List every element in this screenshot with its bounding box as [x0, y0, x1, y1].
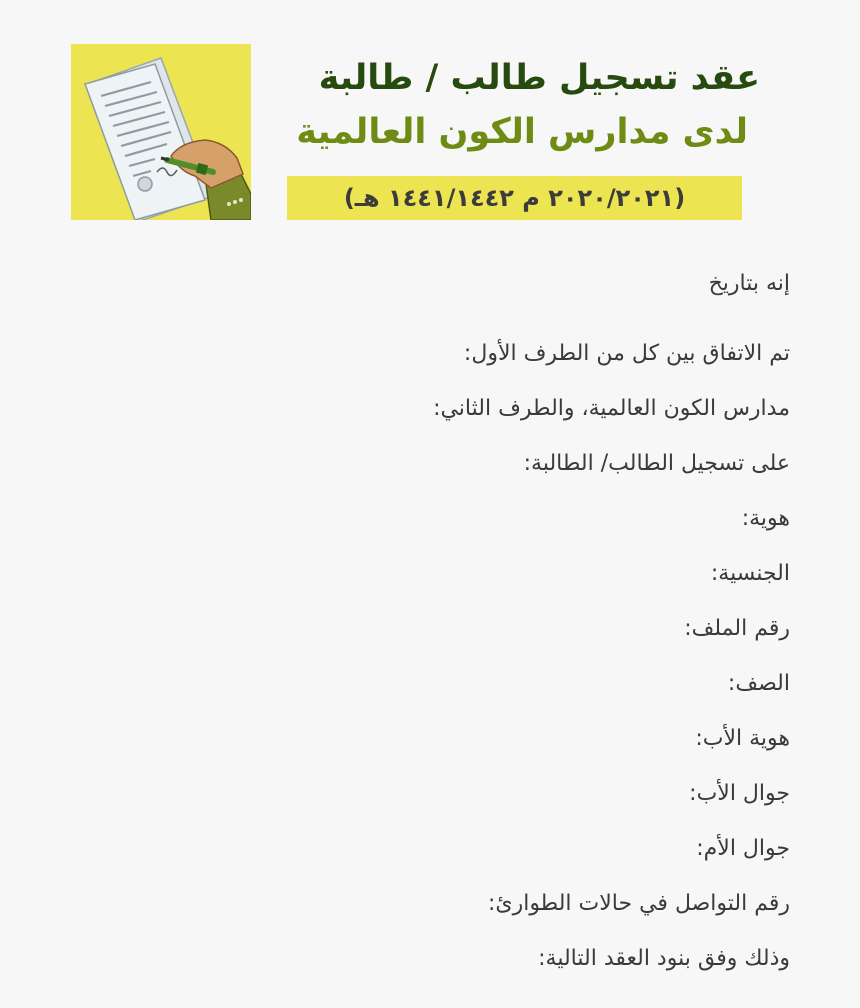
- field-student-registration: على تسجيل الطالب/ الطالبة:: [523, 451, 790, 476]
- field-file-number: رقم الملف:: [684, 616, 790, 641]
- field-second-party: مدارس الكون العالمية، والطرف الثاني:: [433, 396, 790, 421]
- page-subtitle: لدى مدارس الكون العالمية: [296, 112, 748, 152]
- academic-year: (٢٠٢٠/٢٠٢١ م ١٤٤١/١٤٤٢ هـ): [343, 184, 686, 212]
- year-band: [287, 176, 742, 220]
- field-nationality: الجنسية:: [710, 561, 790, 586]
- field-grade: الصف:: [727, 671, 790, 696]
- page-title: عقد تسجيل طالب / طالبة: [318, 58, 760, 98]
- field-date: إنه بتاريخ: [708, 271, 790, 296]
- field-contract-terms: وذلك وفق بنود العقد التالية:: [538, 946, 790, 971]
- header: [270, 44, 770, 224]
- field-id: هوية:: [741, 506, 790, 531]
- contract-fields: [70, 258, 790, 988]
- field-father-mobile: جوال الأب:: [689, 781, 790, 806]
- contract-signing-icon: [71, 44, 251, 220]
- field-mother-mobile: جوال الأم:: [696, 836, 790, 861]
- field-father-id: هوية الأب:: [695, 726, 790, 751]
- field-emergency-contact: رقم التواصل في حالات الطوارئ:: [487, 891, 790, 916]
- field-first-party: تم الاتفاق بين كل من الطرف الأول:: [463, 341, 790, 366]
